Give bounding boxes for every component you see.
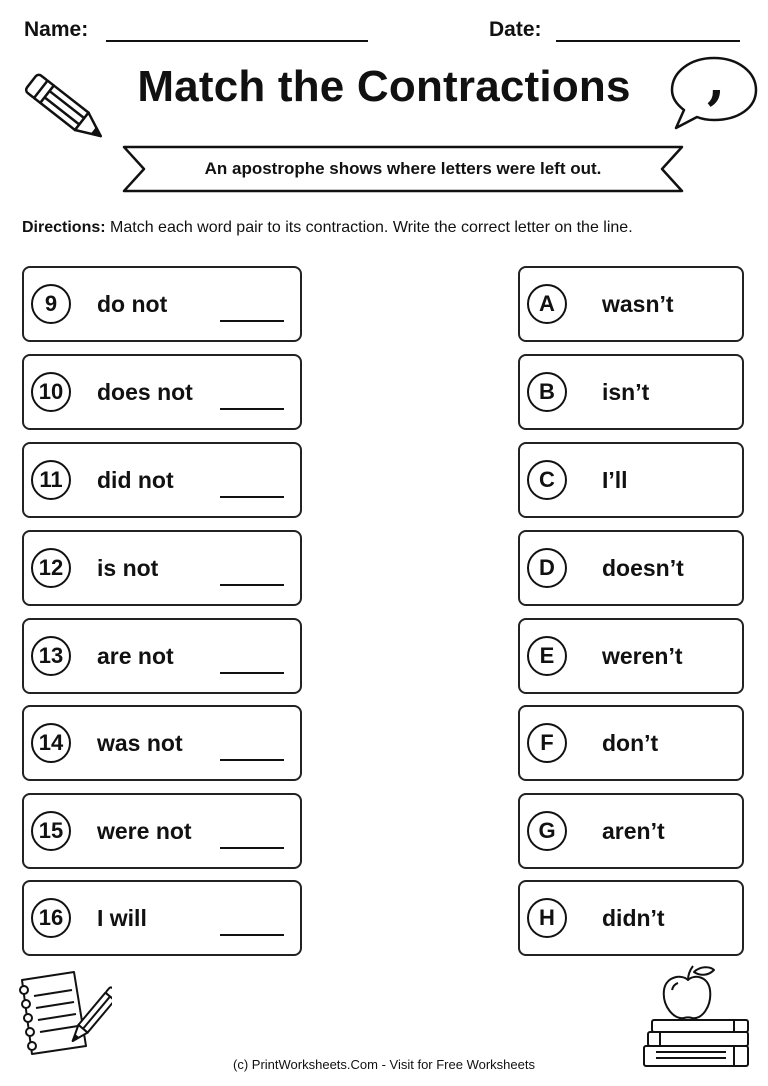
question-text: were not xyxy=(97,818,192,844)
speech-bubble-icon xyxy=(668,54,760,132)
directions-label: Directions: xyxy=(22,219,106,236)
answer-letter: C xyxy=(527,460,567,500)
page-title: Match the Contractions xyxy=(137,62,631,111)
answer-card xyxy=(518,442,744,518)
question-number: 13 xyxy=(31,636,71,676)
contraction-text: didn’t xyxy=(602,905,665,931)
question-number: 9 xyxy=(31,284,71,324)
answer-blank[interactable] xyxy=(220,320,284,322)
question-number: 14 xyxy=(31,723,71,763)
answer-letter: G xyxy=(527,811,567,851)
answer-letter: E xyxy=(527,636,567,676)
contraction-text: aren’t xyxy=(602,818,665,844)
contraction-text: I’ll xyxy=(602,467,628,493)
name-label: Name: xyxy=(24,18,89,41)
answer-letter: A xyxy=(527,284,567,324)
answer-card xyxy=(518,354,744,430)
answer-letter: F xyxy=(527,723,567,763)
answer-blank[interactable] xyxy=(220,496,284,498)
question-card xyxy=(22,530,302,606)
contraction-text: don’t xyxy=(602,730,659,756)
question-card xyxy=(22,880,302,956)
answer-card xyxy=(518,266,744,342)
question-card xyxy=(22,354,302,430)
question-card xyxy=(22,266,302,342)
answer-blank[interactable] xyxy=(220,672,284,674)
directions xyxy=(22,219,633,237)
answer-blank[interactable] xyxy=(220,847,284,849)
notepad-pencil-icon xyxy=(12,968,112,1060)
footer-credit: (c) PrintWorksheets.Com - Visit for Free Worksheets xyxy=(233,1057,535,1072)
answer-card xyxy=(518,618,744,694)
question-number: 11 xyxy=(31,460,71,500)
question-text: do not xyxy=(97,291,168,317)
name-field[interactable] xyxy=(106,40,368,42)
answer-blank[interactable] xyxy=(220,759,284,761)
banner-text: An apostrophe shows where letters were left out. xyxy=(204,159,602,178)
directions-text: Match each word pair to its contraction. Write the correct letter on the line. xyxy=(105,219,633,236)
contraction-text: wasn’t xyxy=(602,291,674,317)
answer-letter: H xyxy=(527,898,567,938)
answer-card xyxy=(518,705,744,781)
answer-letter: B xyxy=(527,372,567,412)
contraction-text: doesn’t xyxy=(602,555,684,581)
question-card xyxy=(22,705,302,781)
question-number: 10 xyxy=(31,372,71,412)
answer-card xyxy=(518,793,744,869)
question-text: are not xyxy=(97,643,174,669)
contraction-text: weren’t xyxy=(602,643,683,669)
answer-card xyxy=(518,530,744,606)
question-text: is not xyxy=(97,555,159,581)
answer-blank[interactable] xyxy=(220,584,284,586)
answer-blank[interactable] xyxy=(220,408,284,410)
question-text: was not xyxy=(97,730,183,756)
question-card xyxy=(22,618,302,694)
question-card xyxy=(22,793,302,869)
question-text: does not xyxy=(97,379,193,405)
bubble-glyph: , xyxy=(706,54,726,111)
date-label: Date: xyxy=(489,18,542,41)
question-text: I will xyxy=(97,905,147,931)
answer-card xyxy=(518,880,744,956)
answer-letter: D xyxy=(527,548,567,588)
question-number: 16 xyxy=(31,898,71,938)
question-card xyxy=(22,442,302,518)
question-text: did not xyxy=(97,467,174,493)
answer-blank[interactable] xyxy=(220,934,284,936)
question-number: 12 xyxy=(31,548,71,588)
contraction-text: isn’t xyxy=(602,379,650,405)
question-number: 15 xyxy=(31,811,71,851)
date-field[interactable] xyxy=(556,40,740,42)
